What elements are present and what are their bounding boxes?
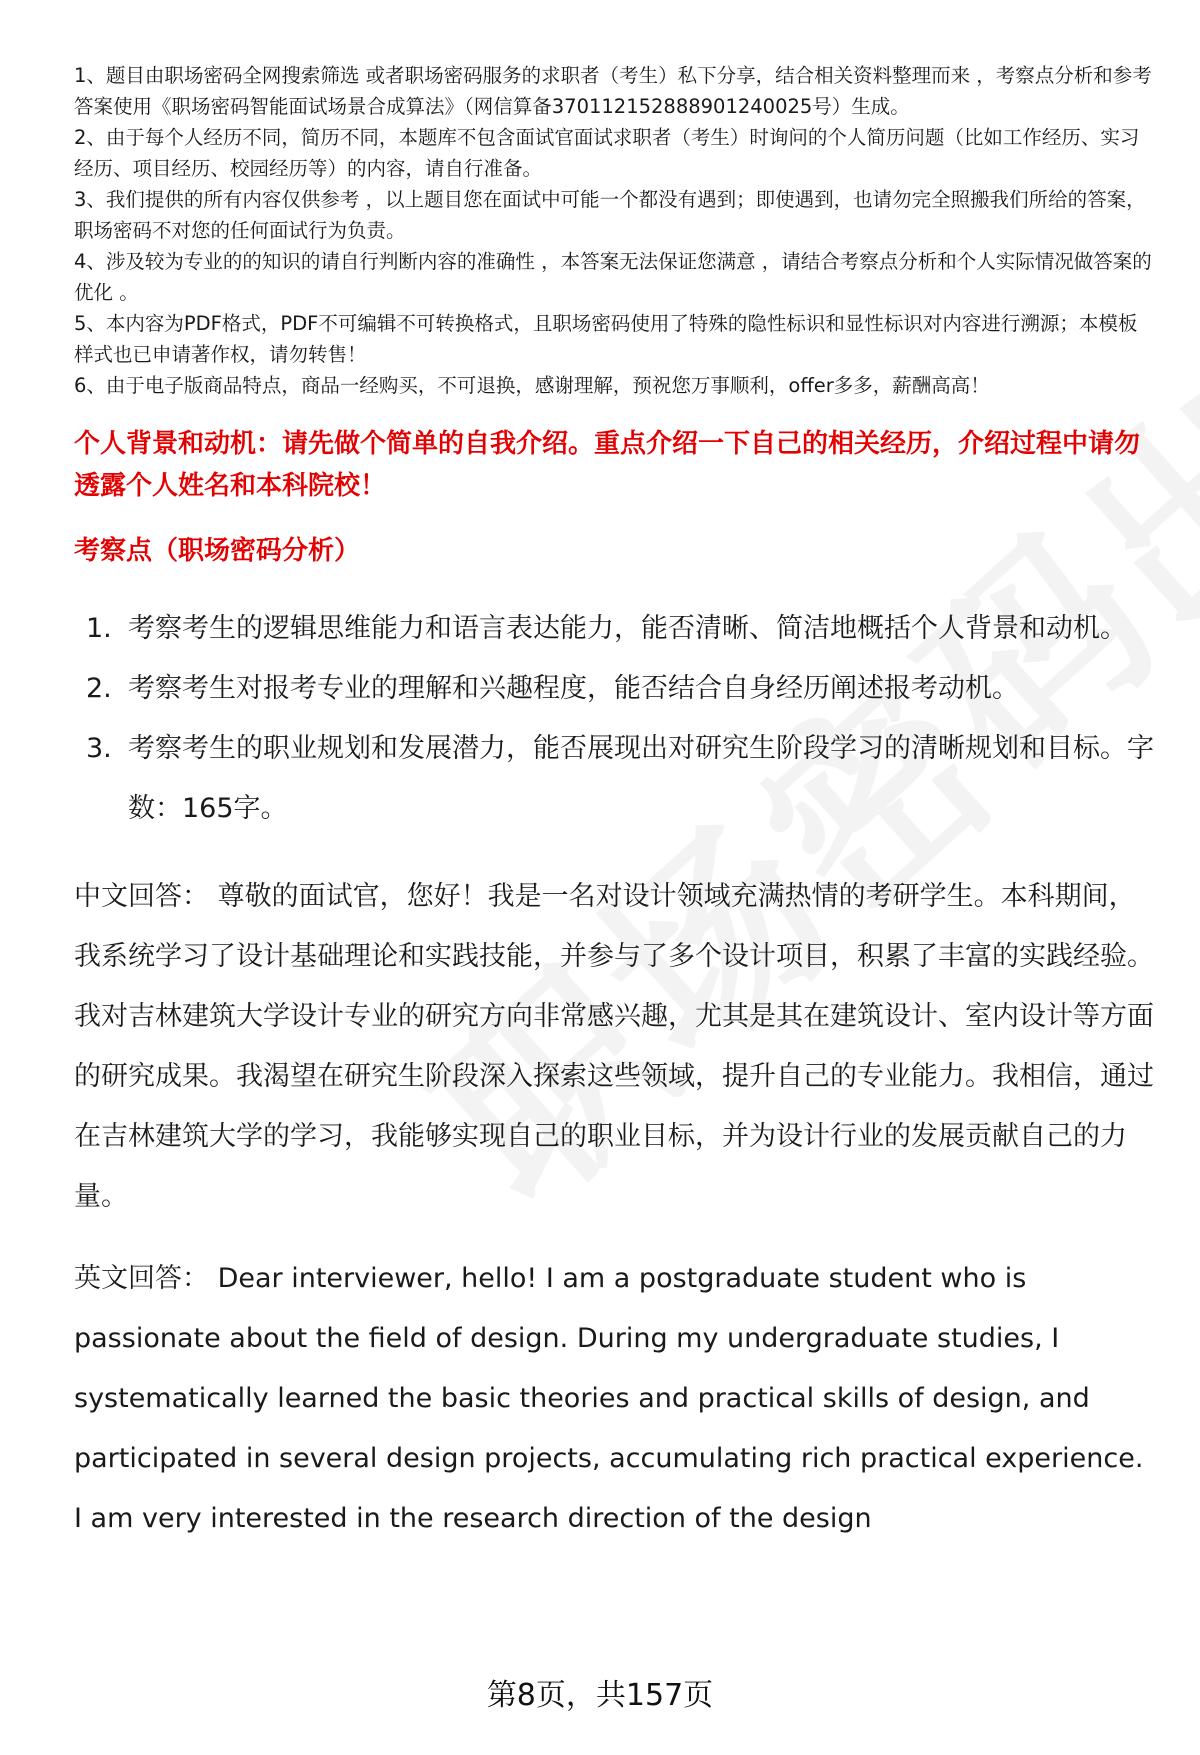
disclaimer-item: 5、本内容为PDF格式，PDF不可编辑不可转换格式，且职场密码使用了特殊的隐性标识和显性标识对内容进行溯源；本模板样式也已申请著作权，请勿转售！ [74, 312, 1138, 366]
point-text: 考察考生对报考专业的理解和兴趣程度，能否结合自身经历阐述报考动机。 [128, 673, 1019, 704]
document-page [74, 60, 1154, 1549]
assessment-point [74, 719, 1154, 839]
assessment-point [74, 659, 1154, 719]
interview-question: 个人背景和动机：请先做个简单的自我介绍。重点介绍一下自己的相关经历，介绍过程中请勿透露个人姓名和本科院校！ [74, 429, 1141, 501]
answer-english: 英文回答： Dear interviewer, hello! I am a postgraduate student who is passionate about the field of design. During my undergraduate studies, I systematically learned the basic theories and practical skills of design, and participated in several design projects, accumulating rich practical experience. I am very interested in the research direction of the design [74, 1263, 1144, 1534]
disclaimer-item: 1、题目由职场密码全网搜索筛选 或者职场密码服务的求职者（考生）私下分享，结合相关资料整理而来 ，考察点分析和参考答案使用《职场密码智能面试场景合成算法》（网信算备370112152888901240025号）生成。 [74, 64, 1152, 118]
assessment-point [74, 599, 1154, 659]
point-number: 2. [86, 673, 112, 704]
point-text: 考察考生的职业规划和发展潜力，能否展现出对研究生阶段学习的清晰规划和目标。字数：165字。 [128, 733, 1154, 824]
disclaimer-item: 3、我们提供的所有内容仅供参考 ，以上题目您在面试中可能一个都没有遇到；即使遇到，也请勿完全照搬我们所给的答案，职场密码不对您的任何面试行为负责。 [74, 188, 1146, 242]
disclaimer-item: 6、由于电子版商品特点，商品一经购买，不可退换，感谢理解，预祝您万事顺利，offer多多，薪酬高高！ [74, 374, 990, 397]
disclaimer-item: 4、涉及较为专业的的知识的请自行判断内容的准确性 ，本答案无法保证您满意 ，请结合考察点分析和个人实际情况做答案的优化 。 [74, 250, 1152, 304]
assessment-points [74, 599, 1154, 839]
disclaimer-list [74, 60, 1154, 401]
point-number: 3. [86, 733, 112, 764]
page-number: 第8页，共157页 [486, 1678, 714, 1713]
disclaimer-item: 2、由于每个人经历不同，简历不同，本题库不包含面试官面试求职者（考生）时询问的个人简历问题（比如工作经历、实习经历、项目经历、校园经历等）的内容，请自行准备。 [74, 126, 1140, 180]
point-text: 考察考生的逻辑思维能力和语言表达能力，能否清晰、简洁地概括个人背景和动机。 [128, 613, 1127, 644]
section-title: 考察点（职场密码分析） [74, 536, 361, 566]
point-number: 1. [86, 613, 112, 644]
answer-chinese: 中文回答： 尊敬的面试官，您好！我是一名对设计领域充满热情的考研学生。本科期间，我系统学习了设计基础理论和实践技能，并参与了多个设计项目，积累了丰富的实践经验。我对吉林建筑大学设计专业的研究方向非常感兴趣，尤其是其在建筑设计、室内设计等方面的研究成果。我渴望在研究生阶段深入探索这些领域，提升自己的专业能力。我相信，通过在吉林建筑大学的学习，我能够实现自己的职业目标，并为设计行业的发展贡献自己的力量。 [74, 881, 1154, 1212]
